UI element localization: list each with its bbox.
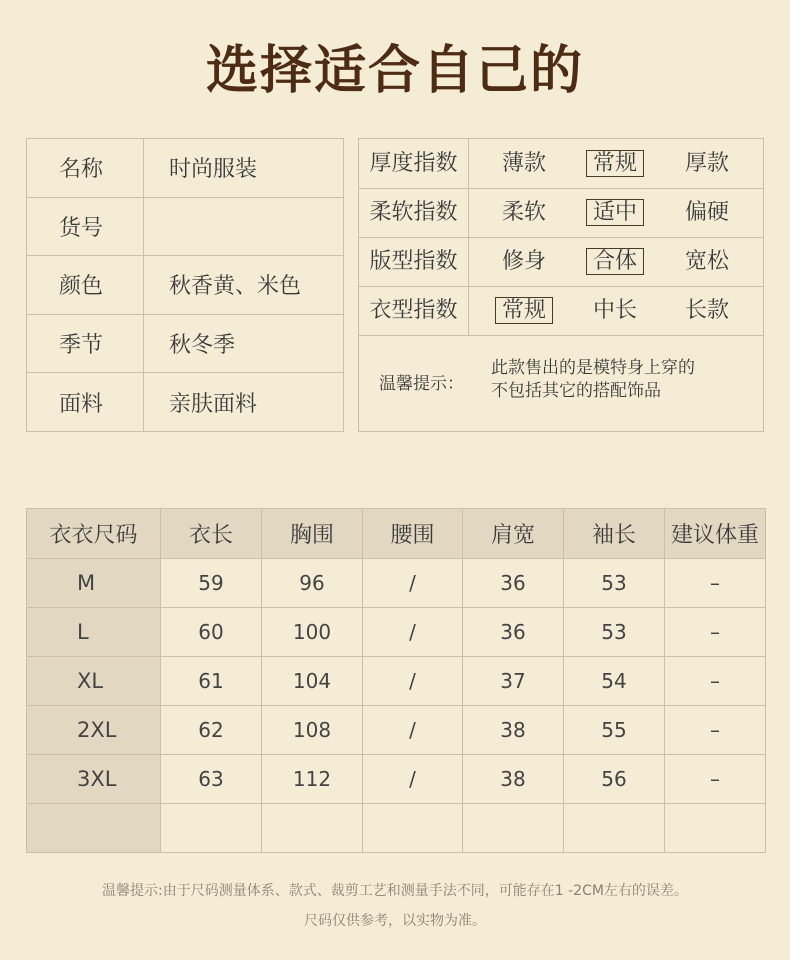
index-option: 中长 — [592, 298, 637, 323]
size-cell: 3XL — [27, 755, 161, 804]
table-cell: – — [665, 608, 766, 657]
info-row — [27, 373, 344, 432]
footer-note: 温馨提示:由于尺码测量体系、款式、裁剪工艺和测量手法不同，可能存在1 -2CM左右的误差。 — [102, 883, 688, 899]
info-value — [144, 197, 344, 256]
index-label: 柔软指数 — [359, 188, 469, 237]
table-cell — [363, 804, 463, 853]
info-label: 货号 — [27, 197, 144, 256]
table-cell: 55 — [564, 706, 665, 755]
index-option: 长款 — [684, 298, 729, 323]
index-option: 厚款 — [684, 151, 729, 176]
table-cell: – — [665, 657, 766, 706]
info-value: 秋香黄、米色 — [144, 256, 344, 315]
index-option: 宽松 — [684, 249, 729, 274]
info-label: 名称 — [27, 139, 144, 198]
table-cell: – — [665, 755, 766, 804]
table-cell: 38 — [463, 755, 564, 804]
table-cell: 38 — [463, 706, 564, 755]
tip-line: 不包括其它的搭配饰品 — [491, 381, 661, 401]
tip-line: 此款售出的是模特身上穿的 — [491, 358, 695, 378]
table-cell: 54 — [564, 657, 665, 706]
table-cell: 60 — [161, 608, 262, 657]
table-cell — [262, 804, 363, 853]
size-cell: XL — [27, 657, 161, 706]
header-cell: 衣衣尺码 — [27, 509, 161, 559]
table-cell: / — [363, 657, 463, 706]
index-row-thickness — [359, 139, 763, 189]
info-label: 面料 — [27, 373, 144, 432]
table-cell: 53 — [564, 608, 665, 657]
index-label: 衣型指数 — [359, 286, 469, 335]
header-cell: 腰围 — [363, 509, 463, 559]
table-row — [27, 755, 766, 804]
index-label: 厚度指数 — [359, 139, 469, 188]
table-cell: 108 — [262, 706, 363, 755]
index-row-length — [359, 286, 763, 336]
table-cell: 36 — [463, 608, 564, 657]
info-value: 秋冬季 — [144, 314, 344, 373]
size-table — [26, 508, 766, 853]
index-option: 修身 — [501, 249, 546, 274]
info-value: 时尚服装 — [144, 139, 344, 198]
table-cell: 56 — [564, 755, 665, 804]
info-row — [27, 314, 344, 373]
table-cell: 59 — [161, 559, 262, 608]
table-cell: 61 — [161, 657, 262, 706]
table-cell: – — [665, 706, 766, 755]
header-cell: 胸围 — [262, 509, 363, 559]
header-cell: 建议体重 — [665, 509, 766, 559]
table-row — [27, 559, 766, 608]
info-label: 颜色 — [27, 256, 144, 315]
size-cell: M — [27, 559, 161, 608]
table-cell: 104 — [262, 657, 363, 706]
table-cell: 53 — [564, 559, 665, 608]
page-title: 选择适合自己的 — [205, 40, 584, 101]
tip-box — [359, 335, 763, 431]
index-option: 薄款 — [501, 151, 546, 176]
info-label: 季节 — [27, 314, 144, 373]
index-option-selected: 常规 — [570, 139, 660, 188]
table-cell: 62 — [161, 706, 262, 755]
table-cell: 36 — [463, 559, 564, 608]
size-table-header — [27, 509, 766, 559]
index-option-selected: 合体 — [570, 237, 660, 286]
index-option: 柔软 — [501, 200, 546, 225]
index-option: 偏硬 — [684, 200, 729, 225]
table-cell: / — [363, 706, 463, 755]
table-row — [27, 706, 766, 755]
size-cell: 2XL — [27, 706, 161, 755]
tip-text — [491, 357, 695, 403]
info-row — [27, 139, 344, 198]
table-cell: – — [665, 559, 766, 608]
index-label: 版型指数 — [359, 237, 469, 286]
table-row — [27, 657, 766, 706]
table-cell: 112 — [262, 755, 363, 804]
table-cell — [665, 804, 766, 853]
info-row — [27, 256, 344, 315]
table-cell — [161, 804, 262, 853]
table-cell: 96 — [262, 559, 363, 608]
table-cell: 63 — [161, 755, 262, 804]
header-cell: 袖长 — [564, 509, 665, 559]
header-cell: 衣长 — [161, 509, 262, 559]
index-option-selected: 常规 — [479, 286, 569, 335]
index-option-selected: 适中 — [570, 188, 660, 237]
table-cell: / — [363, 559, 463, 608]
table-cell: 37 — [463, 657, 564, 706]
table-row — [27, 608, 766, 657]
index-row-fit — [359, 237, 763, 287]
header-cell: 肩宽 — [463, 509, 564, 559]
table-cell: / — [363, 608, 463, 657]
table-cell: 100 — [262, 608, 363, 657]
table-row-empty — [27, 804, 766, 853]
table-cell — [564, 804, 665, 853]
product-info-table — [26, 138, 344, 432]
footer-note: 尺码仅供参考，以实物为准。 — [304, 913, 486, 929]
index-panel — [358, 138, 764, 432]
tip-label: 温馨提示： — [379, 374, 464, 394]
info-value: 亲肤面料 — [144, 373, 344, 432]
info-row — [27, 197, 344, 256]
table-cell: / — [363, 755, 463, 804]
size-cell — [27, 804, 161, 853]
index-row-softness — [359, 188, 763, 238]
table-cell — [463, 804, 564, 853]
size-cell: L — [27, 608, 161, 657]
